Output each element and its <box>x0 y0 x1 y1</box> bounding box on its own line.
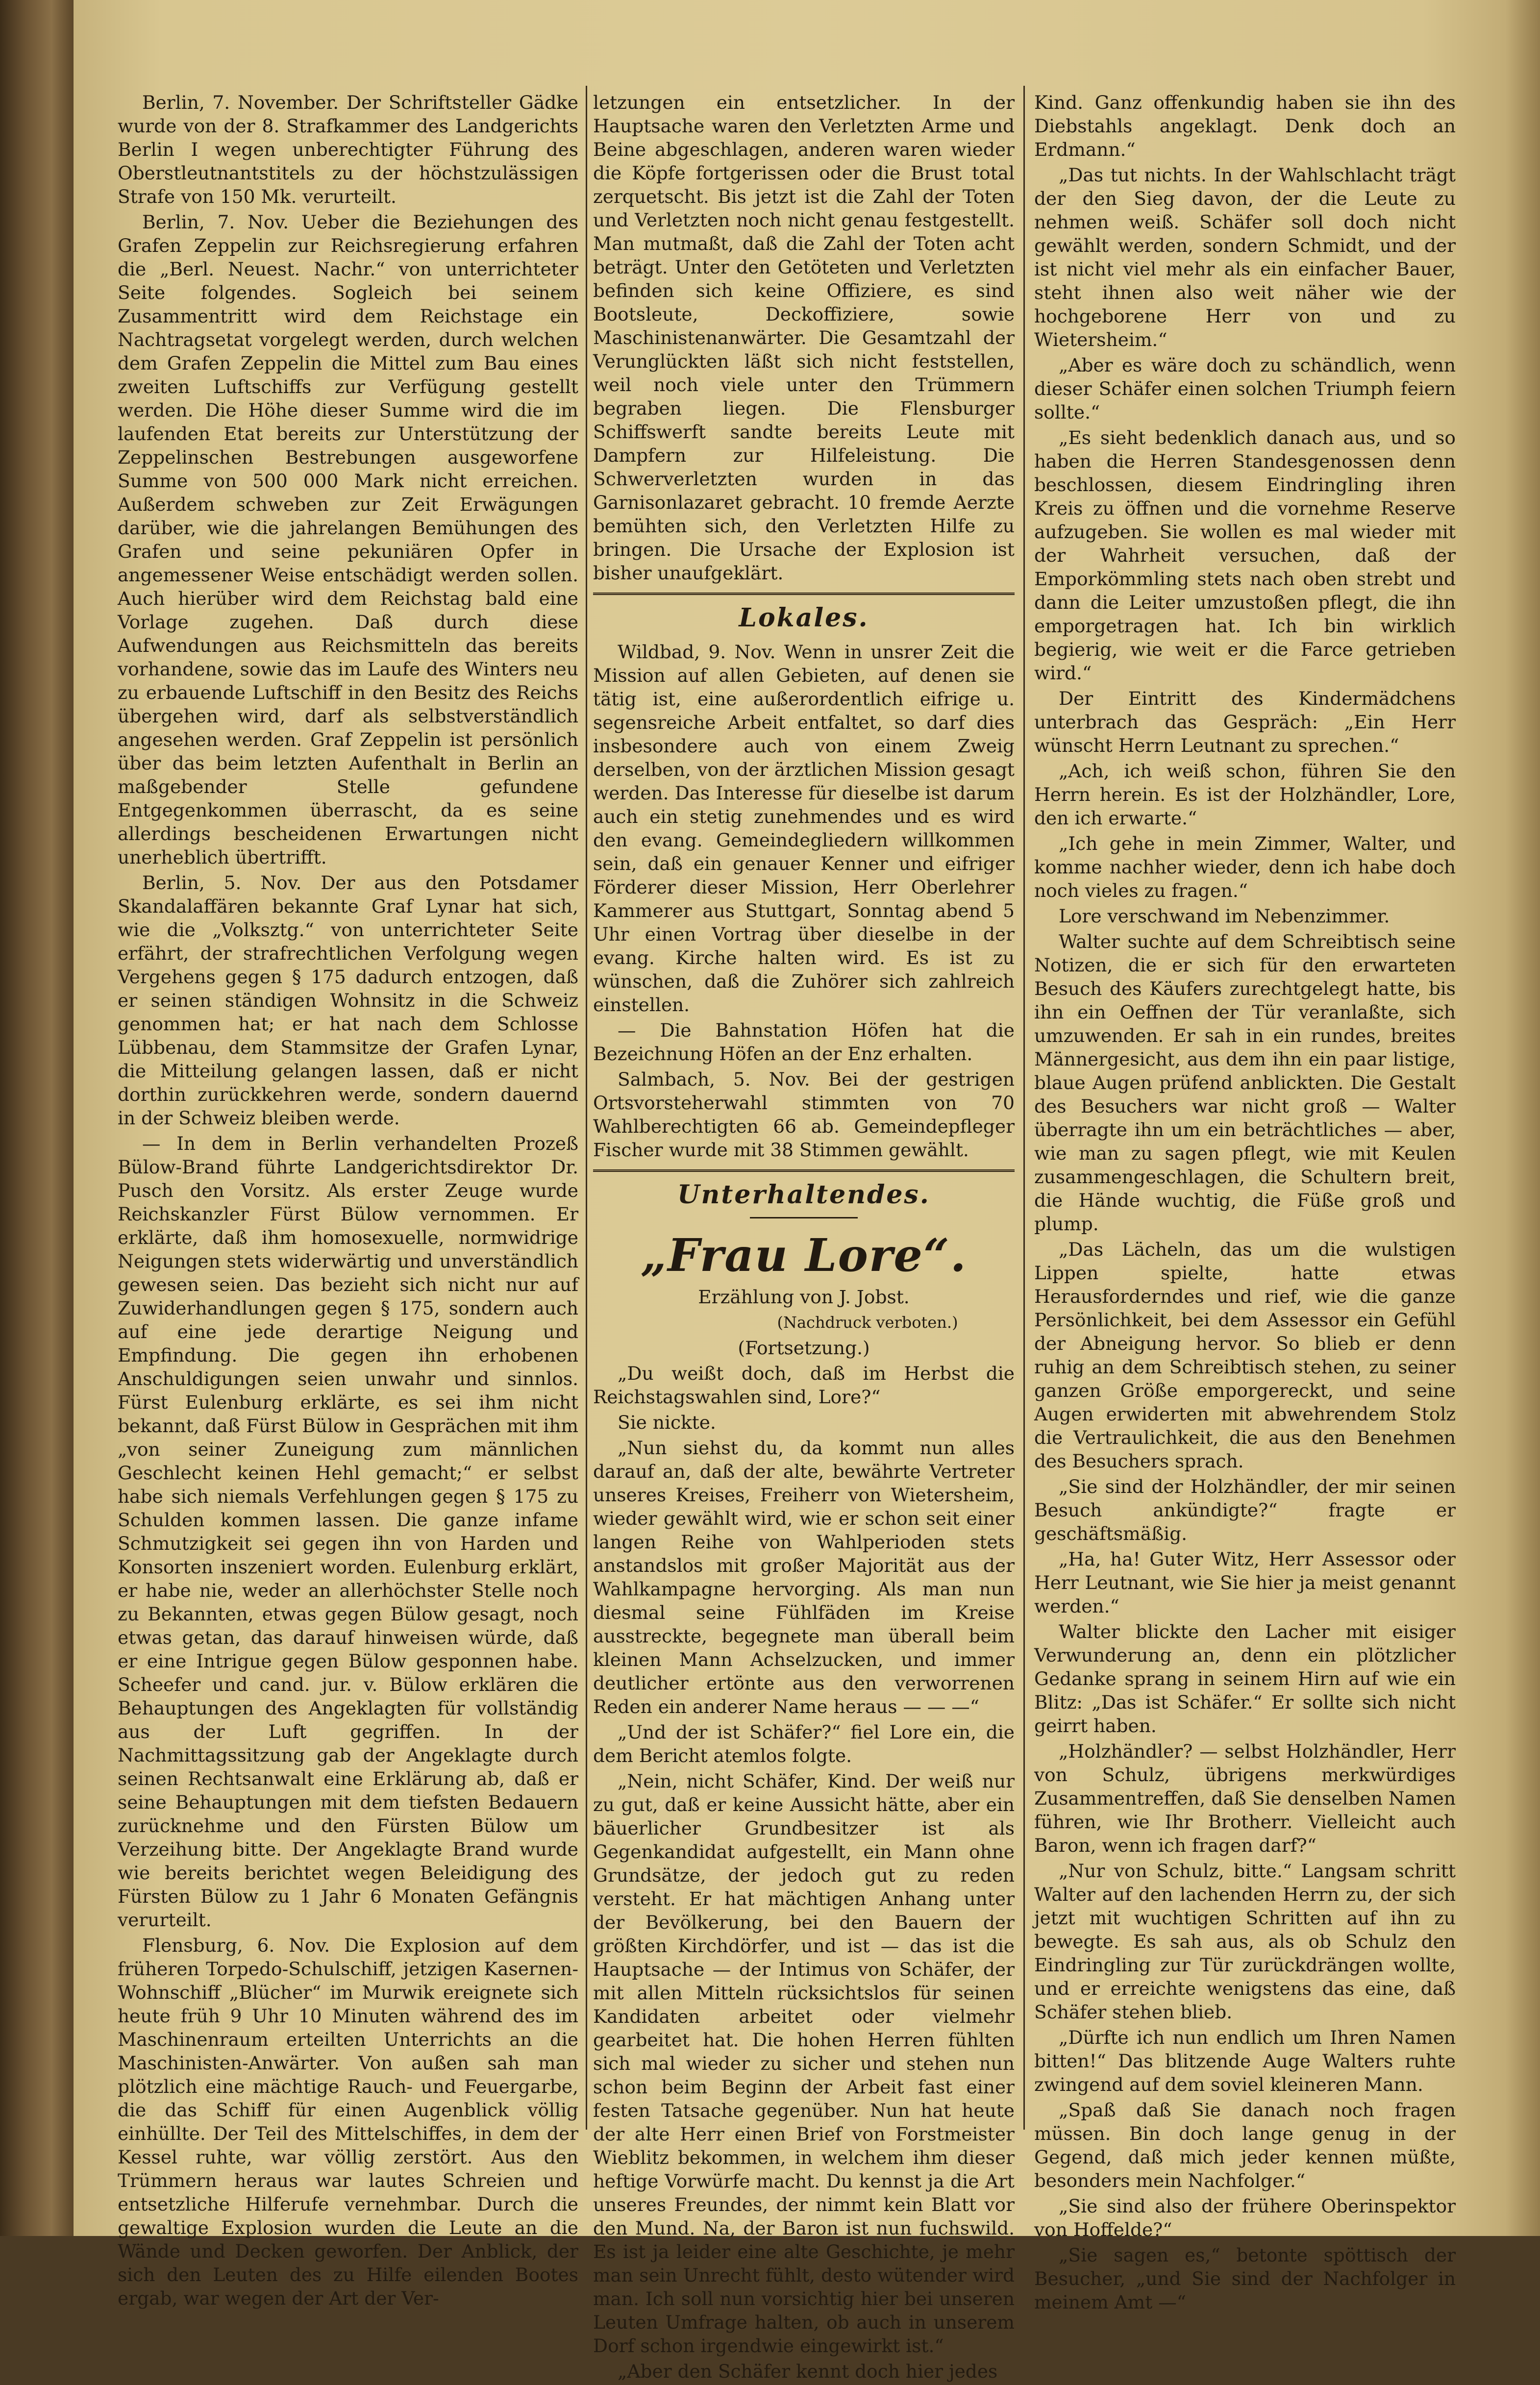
story-paragraph: „Ha, ha! Guter Witz, Herr Assessor oder Herr Leutnant, wie Sie hier ja meist genannt werden.“ <box>1034 1548 1456 1617</box>
story-paragraph: „Nur von Schulz, bitte.“ Langsam schritt Walter auf den lachenden Herrn zu, der sich jetzt mit wuchtigen Schritten auf ihn zu bewegte. Es sah aus, als ob Schulz den Eindringling zur Tür zurückdrängen wollte, und er erreichte wenigstens das eine, daß Schäfer stehen blieb. <box>1034 1860 1456 2023</box>
article-paragraph: Berlin, 5. Nov. Der aus den Potsdamer Skandalaffären bekannte Graf Lynar hat sich, wie die „Volksztg.“ von unterrichteter Seite erfährt, der strafrechtlichen Verfolgung wegen Vergehens gegen § 175 dadurch entzogen, daß er seinen ständigen Wohnsitz in die Schweiz genommen hat; er hat nach dem Schlosse Lübbenau, dem Stammsitze der Grafen Lynar, die Mitteilung gelangen lassen, daß er nicht dorthin zurückkehren werde, sondern dauernd in der Schweiz bleiben werde. <box>118 872 578 1129</box>
story-paragraph: Kind. Ganz offenkundig haben sie ihn des Diebstahls angeklagt. Denk doch an Erdmann.“ <box>1034 92 1456 160</box>
story-paragraph: „Nun siehst du, da kommt nun alles darauf an, daß der alte, bewährte Vertreter unseres Kreises, Freiherr von Wietersheim, wieder gewählt wird, wie er schon seit einer langen Reihe von Wahlperioden stets anstandslos mit großer Majorität aus der Wahlkampagne hervorging. Als man nun diesmal seine Fühlfäden im Kreise ausstreckte, begegnete man überall beim kleinen Mann Achselzucken, und immer deutlicher ertönte aus den verworrenen Reden ein anderer Name heraus — — —“ <box>593 1437 1015 1717</box>
story-paragraph: „Spaß daß Sie danach noch fragen müssen. Bin doch lange genug in der Gegend, daß mich jeder kennen müßte, besonders mein Nachfolger.“ <box>1034 2099 1456 2191</box>
column-divider-2 <box>1023 86 1025 2130</box>
story-paragraph: „Dürfte ich nun endlich um Ihren Namen bitten!“ Das blitzende Auge Walters ruhte zwingend auf dem soviel kleineren Mann. <box>1034 2027 1456 2095</box>
story-paragraph: „Ach, ich weiß schon, führen Sie den Herrn herein. Es ist der Holzhändler, Lore, den ich erwarte.“ <box>1034 760 1456 829</box>
short-divider <box>750 1217 858 1218</box>
section-heading-unterhaltendes: Unterhaltendes. <box>677 1180 930 1210</box>
section-rule <box>593 1169 1015 1172</box>
story-paragraph: Walter blickte den Lacher mit eisiger Verwunderung an, denn ein plötzlicher Gedanke sprang in seinem Hirn auf wie ein Blitz: „Das ist Schäfer.“ Er sollte sich nicht geirrt haben. <box>1034 1621 1456 1737</box>
article-paragraph: Salmbach, 5. Nov. Bei der gestrigen Ortsvorsteherwahl stimmten von 70 Wahlberechtigten 66 ab. Gemeindepfleger Fischer wurde mit 38 Stimmen gewählt. <box>593 1068 1015 1161</box>
article-paragraph: — Die Bahnstation Höfen hat die Bezeichnung Höfen an der Enz erhalten. <box>593 1019 1015 1065</box>
story-paragraph: „Du weißt doch, daß im Herbst die Reichstagswahlen sind, Lore?“ <box>593 1363 1015 1408</box>
middle-column <box>593 91 1015 2385</box>
story-paragraph: „Sie sind also der frühere Oberinspektor von Hoffelde?“ <box>1034 2195 1456 2240</box>
book-spine <box>0 0 74 2236</box>
article-paragraph: letzungen ein entsetzlicher. In der Hauptsache waren den Verletzten Arme und Beine abgeschlagen, anderen waren wieder die Köpfe fortgerissen oder die Brust total zerquetscht. Bis jetzt ist die Zahl der Toten und Verletzten noch nicht genau festgestellt. Man mutmaßt, daß die Zahl der Toten acht beträgt. Unter den Getöteten und Verletzten befinden sich keine Offiziere, es sind Bootsleute, Deckoffiziere, sowie Maschinistenanwärter. Die Gesamtzahl der Verunglückten läßt sich nicht feststellen, weil noch viele unter den Trümmern begraben liegen. Die Flensburger Schiffswerft sandte bereits Leute mit Dampfern zur Hilfeleistung. Die Schwerverletzten wurden in das Garnisonlazaret gebracht. 10 fremde Aerzte bemühten sich, den Verletzten Hilfe zu bringen. Die Ursache der Explosion ist bisher unaufgeklärt. <box>593 92 1015 584</box>
page-edge-shadow <box>1506 0 1540 2236</box>
article-paragraph: — In dem in Berlin verhandelten Prozeß Bülow-Brand führte Landgerichtsdirektor Dr. Pusch den Vorsitz. Als erster Zeuge wurde Reichskanzler Fürst Bülow vernommen. Er erklärte, daß ihm homosexuelle, normwidrige Neigungen stets widerwärtig und unverständlich gewesen seien. Das bezieht sich nicht nur auf Zuwiderhandlungen gegen § 175, sondern auch auf eine jede derartige Neigung und Empfindung. Die gegen ihn erhobenen Anschuldigungen seien unwahr und sinnlos. Fürst Eulenburg erklärte, es sei ihm nicht bekannt, daß Fürst Bülow in Gesprächen mit ihm „von seiner Zuneigung zum männlichen Geschlecht keinen Hehl gemacht;“ er selbst habe sich niemals Verfehlungen gegen § 175 zu Schulden kommen lassen. Die ganze infame Schmutzigkeit sei gegen ihn von Harden und Konsorten inszeniert worden. Eulenburg erklärt, er habe nie, weder an allerhöchster Stelle noch zu Bekannten, etwas gegen Bülow gesagt, noch etwas getan, das darauf hinweisen würde, daß er eine Intrigue gegen Bülow gesponnen habe. Scheefer und cand. jur. v. Bülow erklären die Behauptungen des Angeklagten für vollständig aus der Luft gegriffen. In der Nachmittagssitzung gab der Angeklagte durch seinen Rechtsanwalt eine Erklärung ab, daß er seine Behauptungen mit dem tiefsten Bedauern zurücknehme und den Fürsten Bülow um Verzeihung bitte. Der Angeklagte Brand wurde wie bereits berichtet wegen Beleidigung des Fürsten Bülow zu 1 Jahr 6 Monaten Gefängnis verurteilt. <box>118 1133 578 1931</box>
story-byline: Erzählung von J. Jobst. <box>698 1286 910 1308</box>
column-divider-1 <box>586 86 587 2130</box>
story-paragraph: Lore verschwand im Nebenzimmer. <box>1059 905 1390 927</box>
story-paragraph: „Nein, nicht Schäfer, Kind. Der weiß nur zu gut, daß er keine Aussicht hätte, aber ein bäuerlicher Grundbesitzer ist als Gegenkandidat aufgestellt, ein Mann ohne Grundsätze, der jedoch gut zu reden versteht. Er hat mächtigen Anhang unter der Bevölkerung, bei den Bauern der größten Kirchdörfer, und ist — das ist die Hauptsache — der Intimus von Schäfer, der mit allen Mitteln rücksichtslos für seinen Kandidaten arbeitet oder vielmehr gearbeitet hat. Die hohen Herren fühlten sich mal wieder zu sicher und stehen nun schon beim Beginn der Arbeit fast einer festen Tatsache gegenüber. Nun hat heute der alte Herr einen Brief von Forstmeister Wieblitz bekommen, in welchem ihm dieser heftige Vorwürfe macht. Du kennst ja die Art unseres Freundes, der nimmt kein Blatt vor den Mund. Na, der Baron ist nun fuchswild. Es ist ja leider eine alte Geschichte, je mehr man sein Unrecht fühlt, desto wütender wird man. Ich soll nun vorsichtig hier bei unseren Leuten Umfrage halten, ob auch in unserem Dorf schon irgendwie eingewirkt ist.“ <box>593 1770 1015 2357</box>
story-paragraph: „Aber den Schäfer kennt doch hier jedes <box>618 2360 998 2382</box>
story-title: „Frau Lore“. <box>641 1229 967 1282</box>
story-paragraph: „Und der ist Schäfer?“ fiel Lore ein, die dem Bericht atemlos folgte. <box>593 1721 1015 1766</box>
section-heading-lokales: Lokales. <box>739 603 869 633</box>
right-column <box>1034 91 1456 2316</box>
story-paragraph: „Sie sagen es,“ betonte spöttisch der Besucher, „und Sie sind der Nachfolger in meinem Amt —“ <box>1034 2244 1456 2313</box>
story-paragraph: Der Eintritt des Kindermädchens unterbrach das Gespräch: „Ein Herr wünscht Herrn Leutnant zu sprechen.“ <box>1034 688 1456 756</box>
article-paragraph: Flensburg, 6. Nov. Die Explosion auf dem früheren Torpedo-Schulschiff, jetzigen Kasernen-Wohnschiff „Blücher“ im Murwik ereignete sich heute früh 9 Uhr 10 Minuten während des im Maschinenraum erteilten Unterrichts an die Maschinisten-Anwärter. Von außen sah man plötzlich eine mächtige Rauch- und Feuergarbe, die das Schiff für einen Augenblick völlig einhüllte. Der Teil des Mittelschiffes, in dem der Kessel ruhte, war völlig zerstört. Aus den Trümmern heraus war lautes Schreien und entsetzliche Hilferufe vernehmbar. Durch die gewaltige Explosion wurden die Leute an die Wände und Decken geworfen. Der Anblick, der sich den Leuten des zu Hilfe eilenden Bootes ergab, war wegen der Art der Ver- <box>118 1935 578 2309</box>
article-paragraph: Wildbad, 9. Nov. Wenn in unsrer Zeit die Mission auf allen Gebieten, auf denen sie tätig ist, eine außerordentlich eifrige u. segensreiche Arbeit entfaltet, so darf dies insbesondere auch von einem Zweig derselben, von der ärztlichen Mission gesagt werden. Das Interesse für dieselbe ist darum auch ein stetig zunehmendes und es wird den evang. Gemeindegliedern willkommen sein, daß ein genauer Kenner und eifriger Förderer dieser Mission, Herr Oberlehrer Kammerer aus Stuttgart, Sonntag abend 5 Uhr einen Vortrag über dieselbe in der evang. Kirche halten wird. Es ist zu wünschen, daß die Zuhörer sich zahlreich einstellen. <box>593 641 1015 1016</box>
story-paragraph: „Das tut nichts. In der Wahlschlacht trägt der den Sieg davon, der die Leute zu nehmen weiß. Schäfer soll doch nicht gewählt werden, sondern Schmidt, und der ist nicht viel mehr als ein einfacher Bauer, steht ihnen also weit näher wie der hochgeborene Herr von und zu Wietersheim.“ <box>1034 164 1456 350</box>
left-column <box>118 91 578 2312</box>
reprint-note: (Nachdruck verboten.) <box>777 1313 958 1332</box>
story-paragraph: „Sie sind der Holzhändler, der mir seinen Besuch ankündigte?“ fragte er geschäftsmäßig. <box>1034 1476 1456 1544</box>
story-paragraph: Walter suchte auf dem Schreibtisch seine Notizen, die er sich für den erwarteten Besuch des Käufers zurechtgelegt hatte, bis ihn ein Oeffnen der Tür veranlaßte, sich umzuwenden. Er sah in ein rundes, breites Männergesicht, aus dem ihn ein paar listige, blaue Augen prüfend anblickten. Die Gestalt des Besuchers war nicht groß — Walter überragte ihn um ein beträchtliches — aber, wie man zu sagen pflegt, wie mit Keulen zusammengeschlagen, die Schultern breit, die Hände wuchtig, die Füße groß und plump. <box>1034 931 1456 1235</box>
story-paragraph: „Holzhändler? — selbst Holzhändler, Herr von Schulz, übrigens merkwürdiges Zusammentreffen, daß Sie denselben Namen führen, wie Ihr Brotherr. Vielleicht auch Baron, wenn ich fragen darf?“ <box>1034 1740 1456 1856</box>
article-paragraph: Berlin, 7. Nov. Ueber die Beziehungen des Grafen Zeppelin zur Reichsregierung erfahren die „Berl. Neuest. Nachr.“ von unterrichteter Seite folgendes. Sogleich bei seinem Zusammentritt wird dem Reichstage ein Nachtragsetat vorgelegt werden, durch welchen dem Grafen Zeppelin die Mittel zum Bau eines zweiten Luftschiffs zur Verfügung gestellt werden. Die Höhe dieser Summe wird die im laufenden Etat bereits zur Unterstützung der Zeppelinschen Bestrebungen ausgeworfene Summe von 500 000 Mark nicht erreichen. Außerdem schweben zur Zeit Erwägungen darüber, wie die jahrelangen Bemühungen des Grafen und seine pekuniären Opfer in angemessener Weise entschädigt werden sollen. Auch hierüber wird dem Reichstag bald eine Vorlage zugehen. Daß durch diese Aufwendungen aus Reichsmitteln das bereits vorhandene, sowie das im Laufe des Winters neu zu erbauende Luftschiff in den Besitz des Reichs übergehen wird, darf als selbstverständlich angesehen werden. Graf Zeppelin ist persönlich über das beim letzten Aufenthalt in Berlin an maßgebender Stelle gefundene Entgegenkommen überrascht, da es seine allerdings bescheidenen Erwartungen nicht unerheblich übertrifft. <box>118 211 578 868</box>
story-paragraph: „Es sieht bedenklich danach aus, und so haben die Herren Standesgenossen denn beschlossen, diesem Eindringling ihren Kreis zu öffnen und die vornehme Reserve aufzugeben. Sie wollen es mal wieder mit der Wahrheit versuchen, daß der Emporkömmling stets nach oben strebt und dann die Leiter umzustoßen pflegt, die ihn emporgetragen hat. Ich bin wirklich begierig, wie weit er die Farce getrieben wird.“ <box>1034 427 1456 684</box>
story-paragraph: Sie nickte. <box>618 1412 716 1433</box>
story-paragraph: „Aber es wäre doch zu schändlich, wenn dieser Schäfer einen solchen Triumph feiern sollte.“ <box>1034 354 1456 423</box>
story-paragraph: „Das Lächeln, das um die wulstigen Lippen spielte, hatte etwas Herausforderndes und rief, wie die ganze Persönlichkeit, bei dem Assessor ein Gefühl der Abneigung hervor. So blieb er denn ruhig an dem Schreibtisch stehen, zu seiner ganzen Größe emporgereckt, und seine Augen erwiderten mit abwehrendem Stolz die Vertraulichkeit, die aus den Benehmen des Besuchers sprach. <box>1034 1239 1456 1472</box>
section-rule <box>593 593 1015 595</box>
article-paragraph: Berlin, 7. November. Der Schriftsteller Gädke wurde von der 8. Strafkammer des Landgerichts Berlin I wegen unberechtigter Führung des Oberstleutnantstitels zu der höchstzulässigen Strafe von 150 Mk. verurteilt. <box>118 92 578 207</box>
continued-note: (Fortsetzung.) <box>738 1337 870 1359</box>
story-paragraph: „Ich gehe in mein Zimmer, Walter, und komme nachher wieder, denn ich habe doch noch vieles zu fragen.“ <box>1034 833 1456 901</box>
